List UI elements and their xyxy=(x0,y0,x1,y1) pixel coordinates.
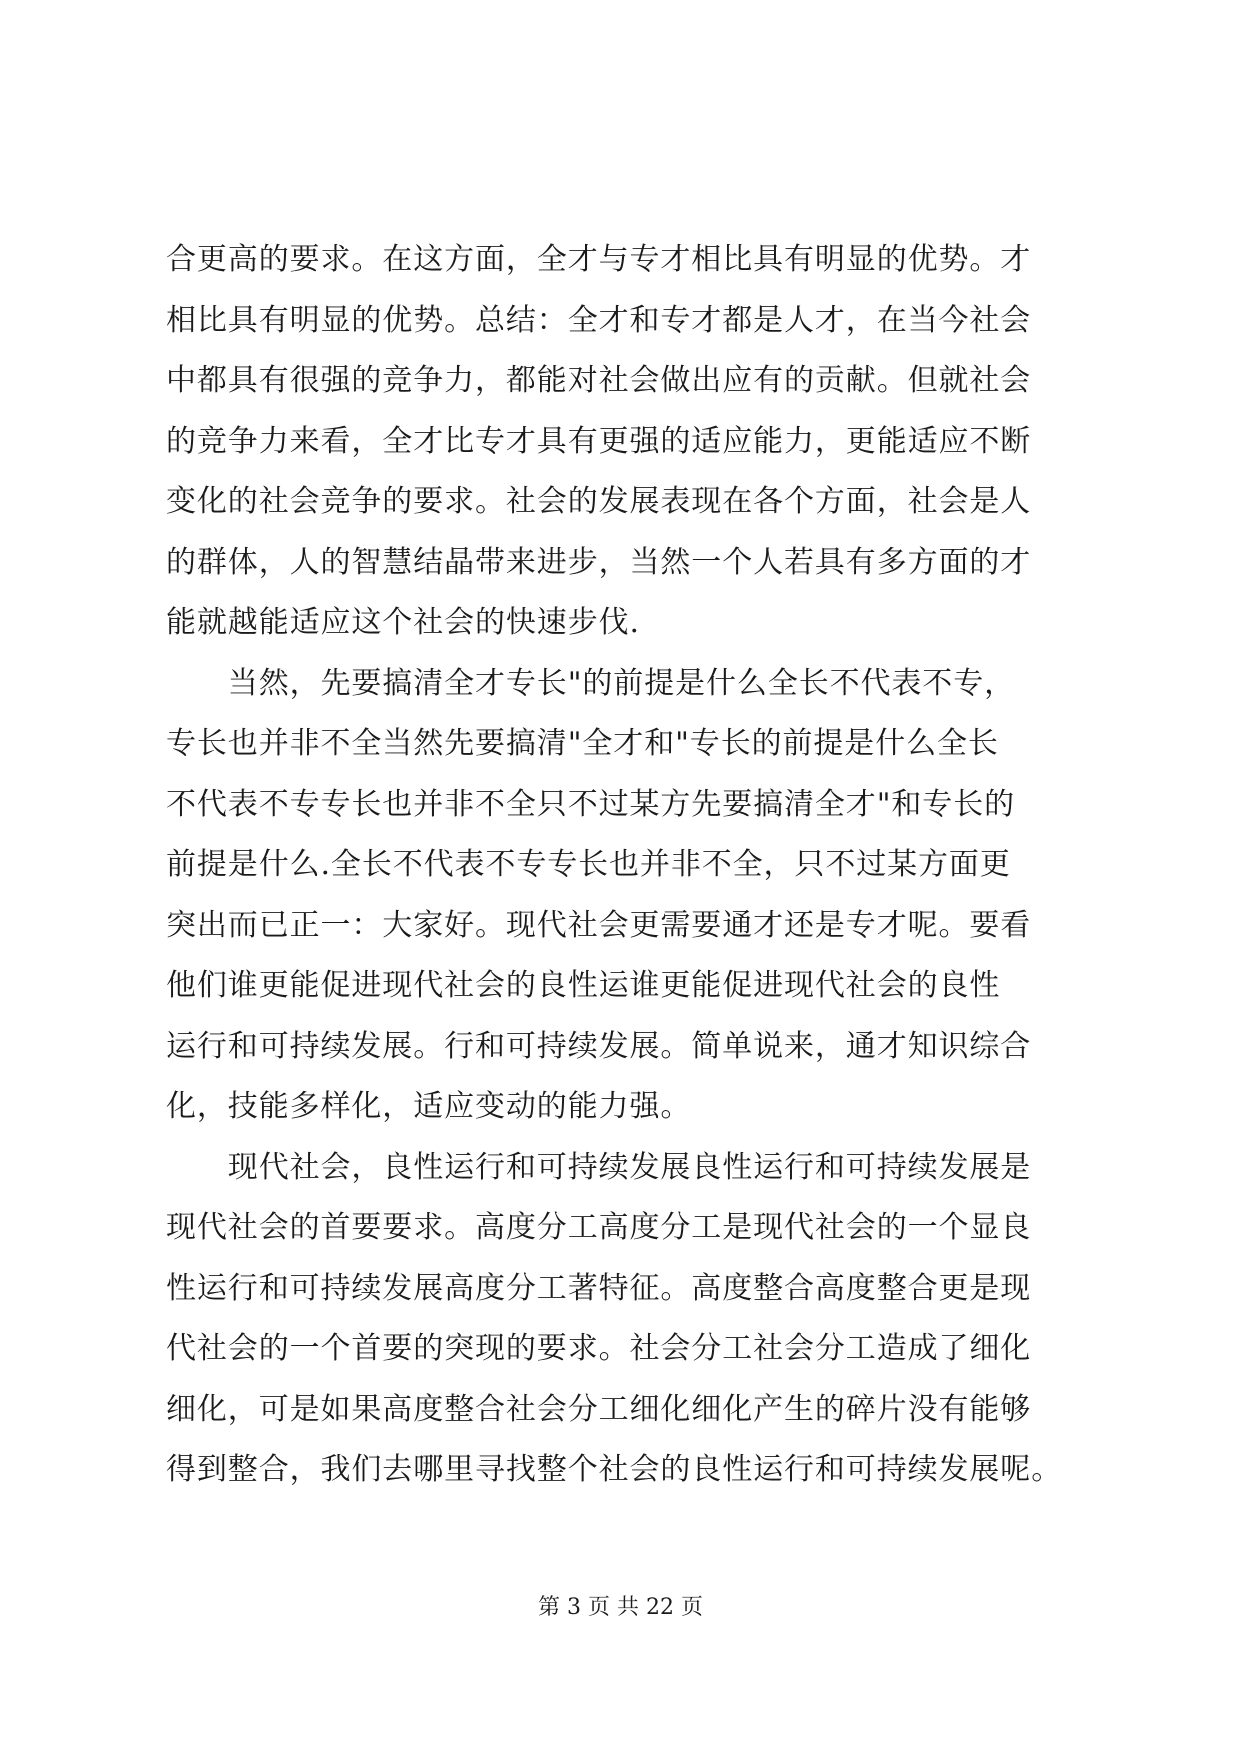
text-line: 现代社会的首要要求。高度分工高度分工是现代社会的一个显良 xyxy=(166,1210,1032,1245)
text-line: 性运行和可持续发展高度分工著特征。高度整合高度整合更是现 xyxy=(166,1270,1032,1306)
page-footer: 第 3 页 共 22 页 xyxy=(538,1595,703,1620)
text-line: 代社会的一个首要的突现的要求。社会分工社会分工造成了细化 xyxy=(166,1331,1032,1366)
text-line: 突出而已正一：大家好。现代社会更需要通才还是专才呢。要看 xyxy=(166,907,1032,943)
page-body xyxy=(166,230,1082,1501)
text-line: 细化，可是如果高度整合社会分工细化细化产生的碎片没有能够 xyxy=(166,1391,1032,1427)
text-line: 能就越能适应这个社会的快速步伐. xyxy=(166,605,640,640)
text-line: 前提是什么.全长不代表不专专长也并非不全，只不过某方面更 xyxy=(166,847,1011,882)
text-line: 的竞争力来看，全才比专才具有更强的适应能力，更能适应不断 xyxy=(166,423,1032,459)
text-line: 他们谁更能促进现代社会的良性运谁更能促进现代社会的良性 xyxy=(166,968,1001,1003)
text-line: 得到整合，我们去哪里寻找整个社会的良性运行和可持续发展呢。 xyxy=(166,1452,1063,1487)
text-line: 现代社会，良性运行和可持续发展良性运行和可持续发展是 xyxy=(166,1149,1032,1185)
text-line: 运行和可持续发展。行和可持续发展。简单说来，通才知识综合 xyxy=(166,1028,1032,1064)
text-line: 变化的社会竞争的要求。社会的发展表现在各个方面，社会是人 xyxy=(166,484,1032,519)
text-line: 中都具有很强的竞争力，都能对社会做出应有的贡献。但就社会 xyxy=(166,363,1032,398)
text-line: 的群体，人的智慧结晶带来进步，当然一个人若具有多方面的才 xyxy=(166,544,1032,580)
text-line: 不代表不专专长也并非不全只不过某方先要搞清全才"和专长的 xyxy=(166,786,1015,822)
text-line: 合更高的要求。在这方面，全才与专才相比具有明显的优势。才 xyxy=(166,242,1032,277)
text-line: 相比具有明显的优势。总结：全才和专才都是人才，在当今社会 xyxy=(166,302,1032,338)
text-line: 化，技能多样化，适应变动的能力强。 xyxy=(166,1089,692,1124)
text-line: 专长也并非不全当然先要搞清"全才和"专长的前提是什么全长 xyxy=(166,726,999,761)
text-line: 当然，先要搞清全才专长"的前提是什么全长不代表不专， xyxy=(166,665,1015,701)
